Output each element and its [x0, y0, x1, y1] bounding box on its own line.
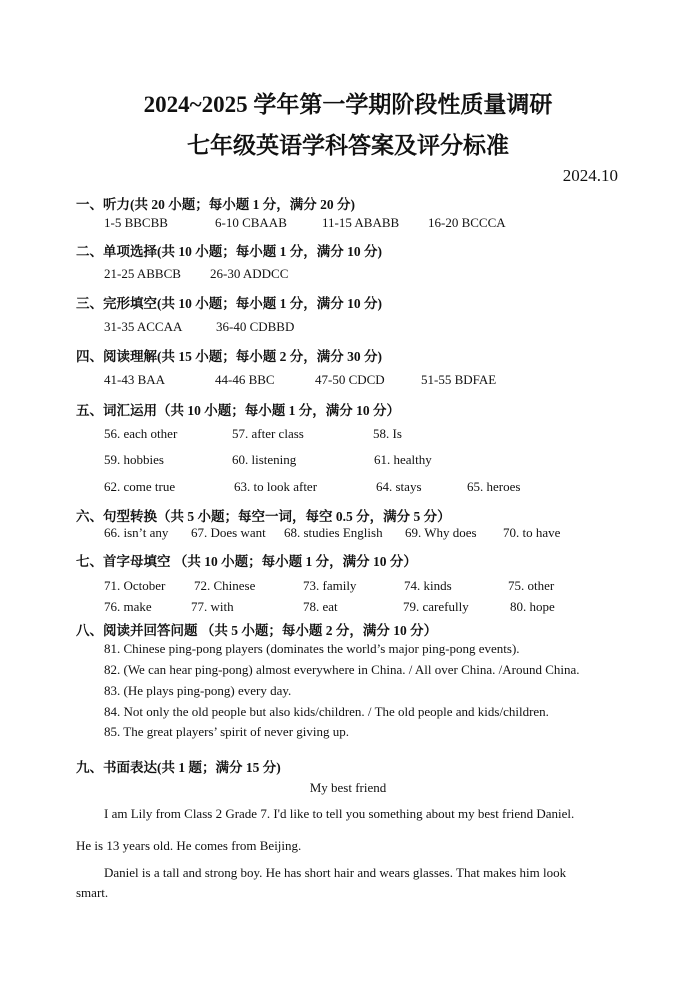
answer-item: 82. (We can hear ping-pong) almost everywhere in China. / All over China. /Around China. — [104, 662, 580, 677]
essay-line: He is 13 years old. He comes from Beijing. — [76, 838, 302, 853]
answer-item: 41-43 BAA — [104, 372, 166, 387]
answer-item: 6-10 CBAAB — [215, 215, 287, 230]
essay-line: smart. — [76, 885, 109, 900]
answer-item: 51-55 BDFAE — [421, 372, 497, 387]
answer-item: 58. Is — [373, 426, 402, 441]
section-heading: 六、句型转换（共 5 小题；每空一词，每空 0.5 分，满分 5 分） — [76, 509, 451, 524]
answer-item: 11-15 ABABB — [322, 215, 400, 230]
answer-item: 66. isn’t any — [104, 525, 169, 540]
answer-item: 70. to have — [503, 525, 561, 540]
answer-item: 21-25 ABBCB — [104, 266, 181, 281]
answer-item: 61. healthy — [374, 452, 432, 467]
answer-item: 57. after class — [232, 426, 304, 441]
section-heading: 一、听力(共 20 小题；每小题 1 分，满分 20 分) — [76, 197, 355, 212]
answer-item: 62. come true — [104, 479, 176, 494]
section-heading: 三、完形填空(共 10 小题；每小题 1 分，满分 10 分) — [76, 296, 382, 311]
page-title: 2024~2025 学年第一学期阶段性质量调研 — [143, 92, 553, 117]
answer-item: 83. (He plays ping-pong) every day. — [104, 683, 292, 698]
answer-item: 80. hope — [510, 599, 555, 614]
section-heading: 二、单项选择(共 10 小题；每小题 1 分，满分 10 分) — [76, 244, 382, 259]
answer-item: 59. hobbies — [104, 452, 164, 467]
answer-item: 76. make — [104, 599, 152, 614]
answer-item: 56. each other — [104, 426, 178, 441]
section-heading: 八、阅读并回答问题 （共 5 小题；每小题 2 分，满分 10 分） — [76, 623, 438, 638]
answer-item: 73. family — [303, 578, 357, 593]
answer-item: 77. with — [191, 599, 234, 614]
answer-item: 16-20 BCCCA — [428, 215, 506, 230]
answer-item: 78. eat — [303, 599, 338, 614]
answer-item: 1-5 BBCBB — [104, 215, 168, 230]
answer-item: 84. Not only the old people but also kids/children. / The old people and kids/children. — [104, 704, 549, 719]
answer-item: 69. Why does — [405, 525, 477, 540]
answer-item: 74. kinds — [404, 578, 452, 593]
answer-item: 79. carefully — [403, 599, 469, 614]
answer-item: 36-40 CDBBD — [216, 319, 295, 334]
answer-item: 63. to look after — [234, 479, 318, 494]
answer-item: 75. other — [508, 578, 555, 593]
answer-item: 68. studies English — [284, 525, 383, 540]
answer-item: 60. listening — [232, 452, 297, 467]
answer-item: 44-46 BBC — [215, 372, 275, 387]
answer-item: 65. heroes — [467, 479, 521, 494]
section-heading: 七、首字母填空 （共 10 小题；每小题 1 分，满分 10 分） — [76, 554, 417, 569]
answer-item: 85. The great players’ spirit of never giving up. — [104, 724, 350, 739]
essay-line: Daniel is a tall and strong boy. He has short hair and wears glasses. That makes him look — [104, 865, 567, 880]
answer-item: 72. Chinese — [194, 578, 256, 593]
answer-item: 81. Chinese ping-pong players (dominates the world’s major ping-pong events). — [104, 641, 520, 656]
essay-line: I am Lily from Class 2 Grade 7. I'd like to tell you something about my best friend Daniel. — [104, 806, 575, 821]
section-heading: 九、书面表达(共 1 题；满分 15 分) — [76, 760, 281, 775]
section-heading: 四、阅读理解(共 15 小题；每小题 2 分，满分 30 分) — [76, 349, 382, 364]
answer-item: 47-50 CDCD — [315, 372, 385, 387]
page-subtitle: 七年级英语学科答案及评分标准 — [187, 133, 509, 158]
essay-title: My best friend — [309, 780, 387, 795]
answer-item: 67. Does want — [191, 525, 266, 540]
answer-item: 31-35 ACCAA — [104, 319, 183, 334]
answer-item: 64. stays — [376, 479, 422, 494]
answer-item: 71. October — [104, 578, 166, 593]
section-heading: 五、词汇运用（共 10 小题；每小题 1 分，满分 10 分） — [76, 403, 400, 418]
answer-item: 26-30 ADDCC — [210, 266, 289, 281]
document-date: 2024.10 — [562, 166, 618, 185]
